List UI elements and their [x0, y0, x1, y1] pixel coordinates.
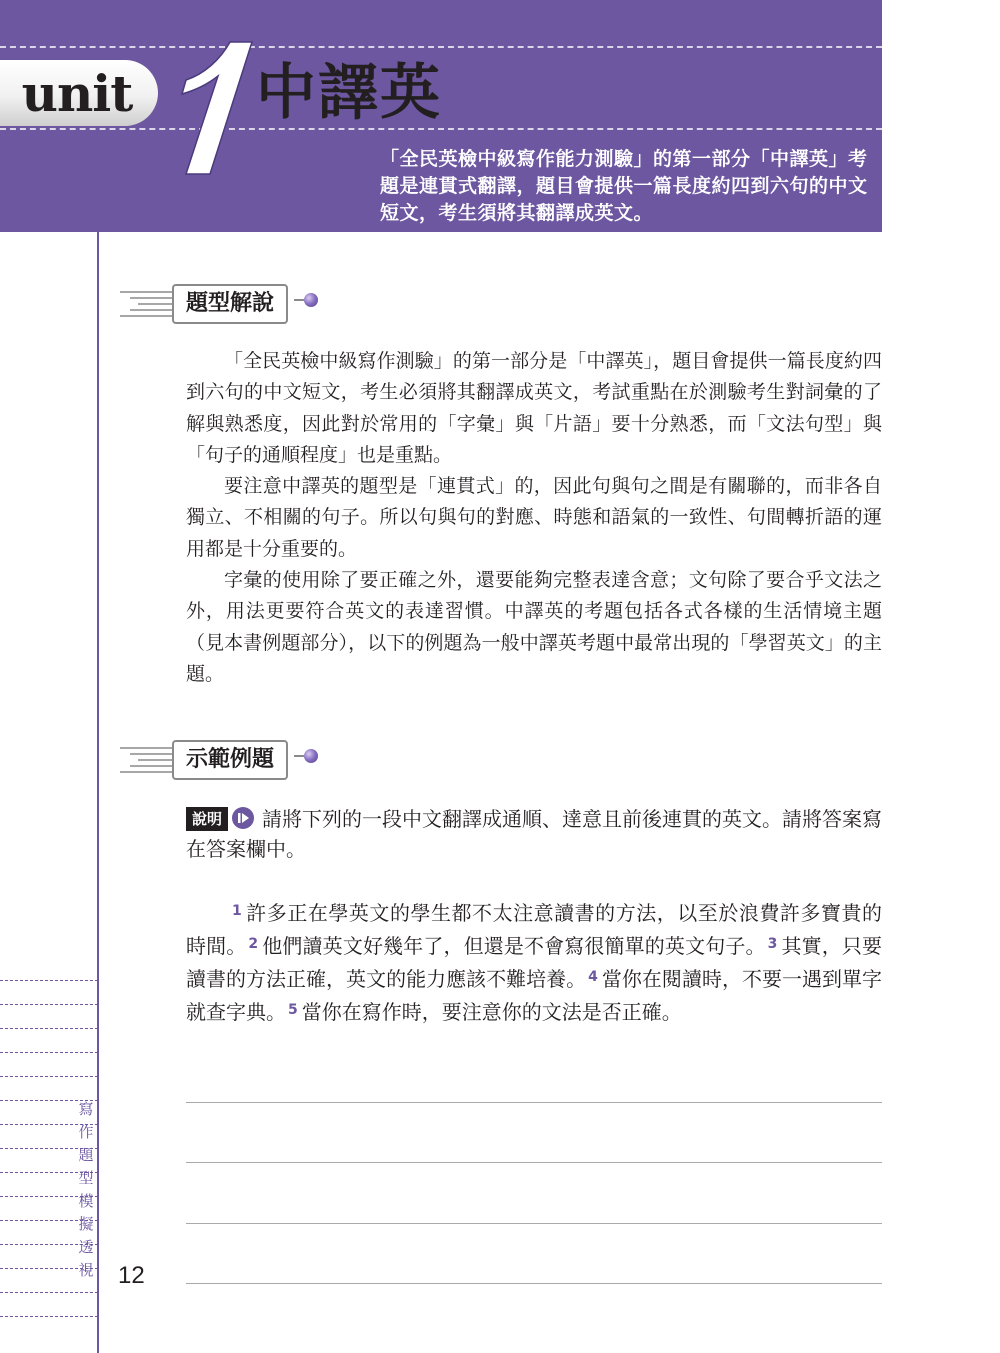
sentence-number: 2: [248, 936, 259, 952]
page-number: 12: [118, 1262, 145, 1289]
margin-dash-line: [0, 980, 98, 981]
explanation-paragraph: 「全民英檢中級寫作測驗」的第一部分是「中譯英」，題目會提供一篇長度約四到六句的中文短文，考生必須將其翻譯成英文，考試重點在於測驗考生對詞彙的了解與熟悉度，因此對於常用的「字彙」與「片語」要十分熟悉，而「文法句型」與「句子的通順程度」也是重點。: [186, 350, 882, 466]
explanation-paragraph: 字彙的使用除了要正確之外，還要能夠完整表達含意；文句除了要合乎文法之外，用法更要符合英文的表達習慣。中譯英的考題包括各式各樣的生活情境主題（見本書例題部分），以下的例題為一般中譯英考題中最常出現的「學習英文」的主題。: [186, 569, 882, 685]
sentence-number: 1: [232, 903, 242, 919]
header-banner: [0, 0, 882, 232]
unit-label: unit: [21, 63, 133, 123]
margin-rule: [97, 232, 99, 1353]
unit-number-graphic: [168, 38, 260, 178]
instruction-badge: 說明: [186, 807, 228, 831]
answer-line[interactable]: [186, 1102, 882, 1103]
speed-lines-icon: [118, 288, 178, 318]
passage-sentence: 當你在寫作時，要注意你的文法是否正確。: [301, 1000, 682, 1024]
margin-dash-line: [0, 1292, 98, 1293]
explanation-paragraph: 要注意中譯英的題型是「連貫式」的，因此句與句之間是有關聯的，而非各自獨立、不相關的句子。所以句與句的對應、時態和語氣的一致性、句間轉折語的運用都是十分重要的。: [186, 475, 882, 560]
section-heading-explanation: [118, 282, 338, 326]
answer-line[interactable]: [186, 1283, 882, 1284]
heading-connector: [294, 299, 304, 301]
unit-intro: 「全民英檢中級寫作能力測驗」的第一部分「中譯英」考題是連貫式翻譯，題目會提供一篇長度約四到六句的中文短文，考生須將其翻譯成英文。: [380, 148, 868, 224]
margin-dash-line: [0, 1052, 98, 1053]
speed-lines-icon: [118, 744, 178, 774]
answer-line[interactable]: [186, 1162, 882, 1163]
instruction: [186, 804, 886, 864]
instruction-text: 請將下列的一段中文翻譯成通順、達意且前後連貫的英文。請將答案寫在答案欄中。: [186, 807, 883, 861]
margin-dash-line: [0, 1316, 98, 1317]
side-running-title: 寫作題型模擬透視: [78, 1100, 94, 1279]
unit-badge: [0, 60, 158, 126]
section-heading-label: 題型解說: [172, 284, 288, 324]
passage-sentence: 許多正在學英文的學生都不太注意讀書的方法，以至於浪費許多寶貴的時間。: [186, 901, 882, 958]
margin-dash-line: [0, 1004, 98, 1005]
page-title: 中譯英: [256, 58, 442, 128]
header-dash-top: [0, 46, 882, 48]
section-heading-example: [118, 738, 338, 782]
passage-sentence: 其實，只要讀書的方法正確，英文的能力應該不難培養。: [186, 934, 883, 991]
sentence-number: 5: [288, 1002, 298, 1018]
section-heading-label: 示範例題: [172, 740, 288, 780]
margin-dash-line: [0, 1028, 98, 1029]
bullet-orb-icon: [304, 293, 318, 307]
bullet-orb-icon: [304, 749, 318, 763]
margin-dash-line: [0, 1076, 98, 1077]
passage-sentence: 他們讀英文好幾年了，但還是不會寫很簡單的英文句子。: [262, 934, 766, 958]
sentence-number: 4: [588, 969, 598, 985]
chinese-passage: [186, 896, 882, 1028]
explanation-body: [186, 346, 882, 690]
play-icon: [232, 807, 254, 829]
answer-line[interactable]: [186, 1223, 882, 1224]
heading-connector: [294, 755, 304, 757]
passage-sentence: 當你在閱讀時，不要一遇到單字就查字典。: [186, 967, 883, 1024]
sentence-number: 3: [767, 936, 778, 952]
